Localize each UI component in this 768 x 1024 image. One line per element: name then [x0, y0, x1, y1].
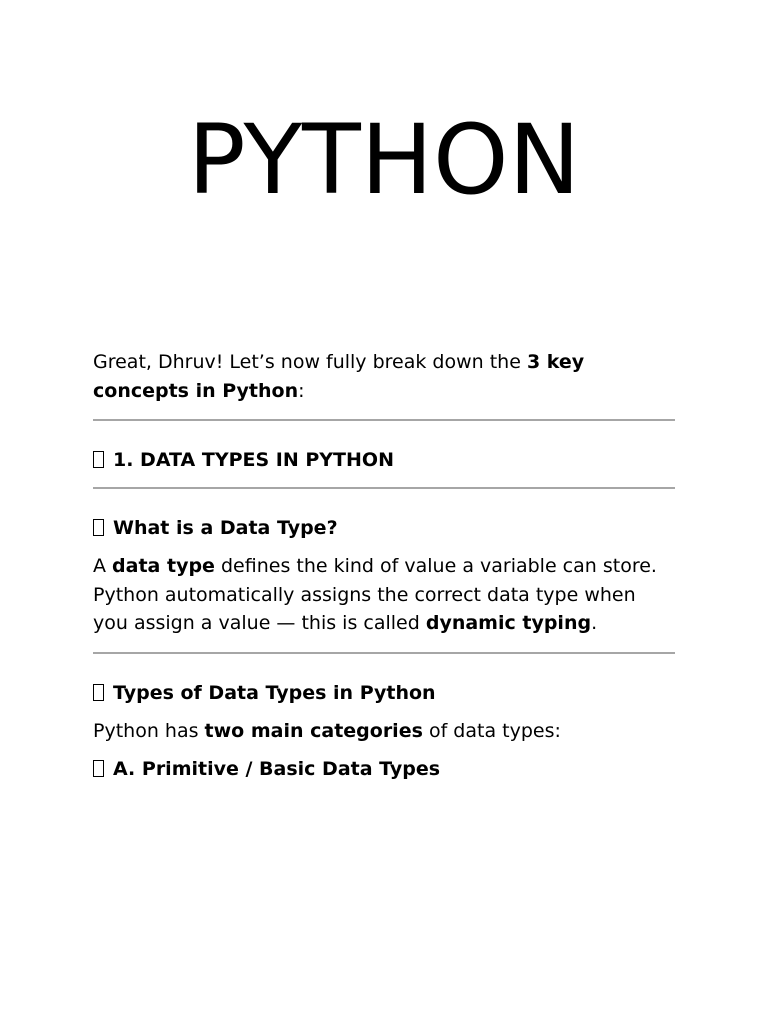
missing-glyph-icon: [93, 684, 104, 701]
divider: [93, 652, 675, 654]
section-heading-data-types: [93, 446, 675, 474]
subheading-text: Types of Data Types in Python: [113, 681, 436, 704]
divider: [93, 419, 675, 421]
intro-bold-1: 3 key concepts in Python: [93, 351, 585, 402]
categories-text-1: Python has: [93, 719, 205, 742]
intro-text-2: :: [298, 379, 305, 402]
subheading-primitive-data-types: [93, 755, 675, 783]
intro-paragraph: [93, 348, 675, 405]
missing-glyph-icon: [93, 760, 104, 777]
categories-bold-1: two main categories: [204, 719, 423, 742]
page-title: PYTHON: [187, 104, 581, 216]
definition-bold-1: data type: [112, 555, 215, 577]
intro-text-1: Great, Dhruv! Let’s now fully break down the: [93, 351, 527, 373]
categories-text-2: of data types:: [422, 719, 561, 742]
missing-glyph-icon: [93, 519, 104, 536]
dynamic-text-2: .: [591, 612, 598, 634]
subheading-text: A. Primitive / Basic Data Types: [113, 758, 441, 780]
definition-text-2: defines the kind of value a variable can store.: [214, 555, 657, 577]
categories-paragraph: [93, 717, 675, 746]
section-heading-text: 1. DATA TYPES IN PYTHON: [113, 449, 394, 471]
document-body: [93, 348, 675, 783]
dynamic-bold-1: dynamic typing: [425, 612, 592, 634]
subheading-types-of-data-types: [93, 679, 675, 707]
data-type-definition-paragraph: [93, 552, 675, 581]
dynamic-text-1: Python automatically assigns the correct data type when you assign a value — this is called: [93, 583, 636, 634]
divider: [93, 487, 675, 489]
subheading-text: What is a Data Type?: [113, 517, 338, 539]
dynamic-typing-paragraph: [93, 581, 675, 638]
missing-glyph-icon: [93, 451, 104, 468]
subheading-what-is-data-type: [93, 514, 675, 542]
definition-text-1: A: [93, 555, 113, 577]
